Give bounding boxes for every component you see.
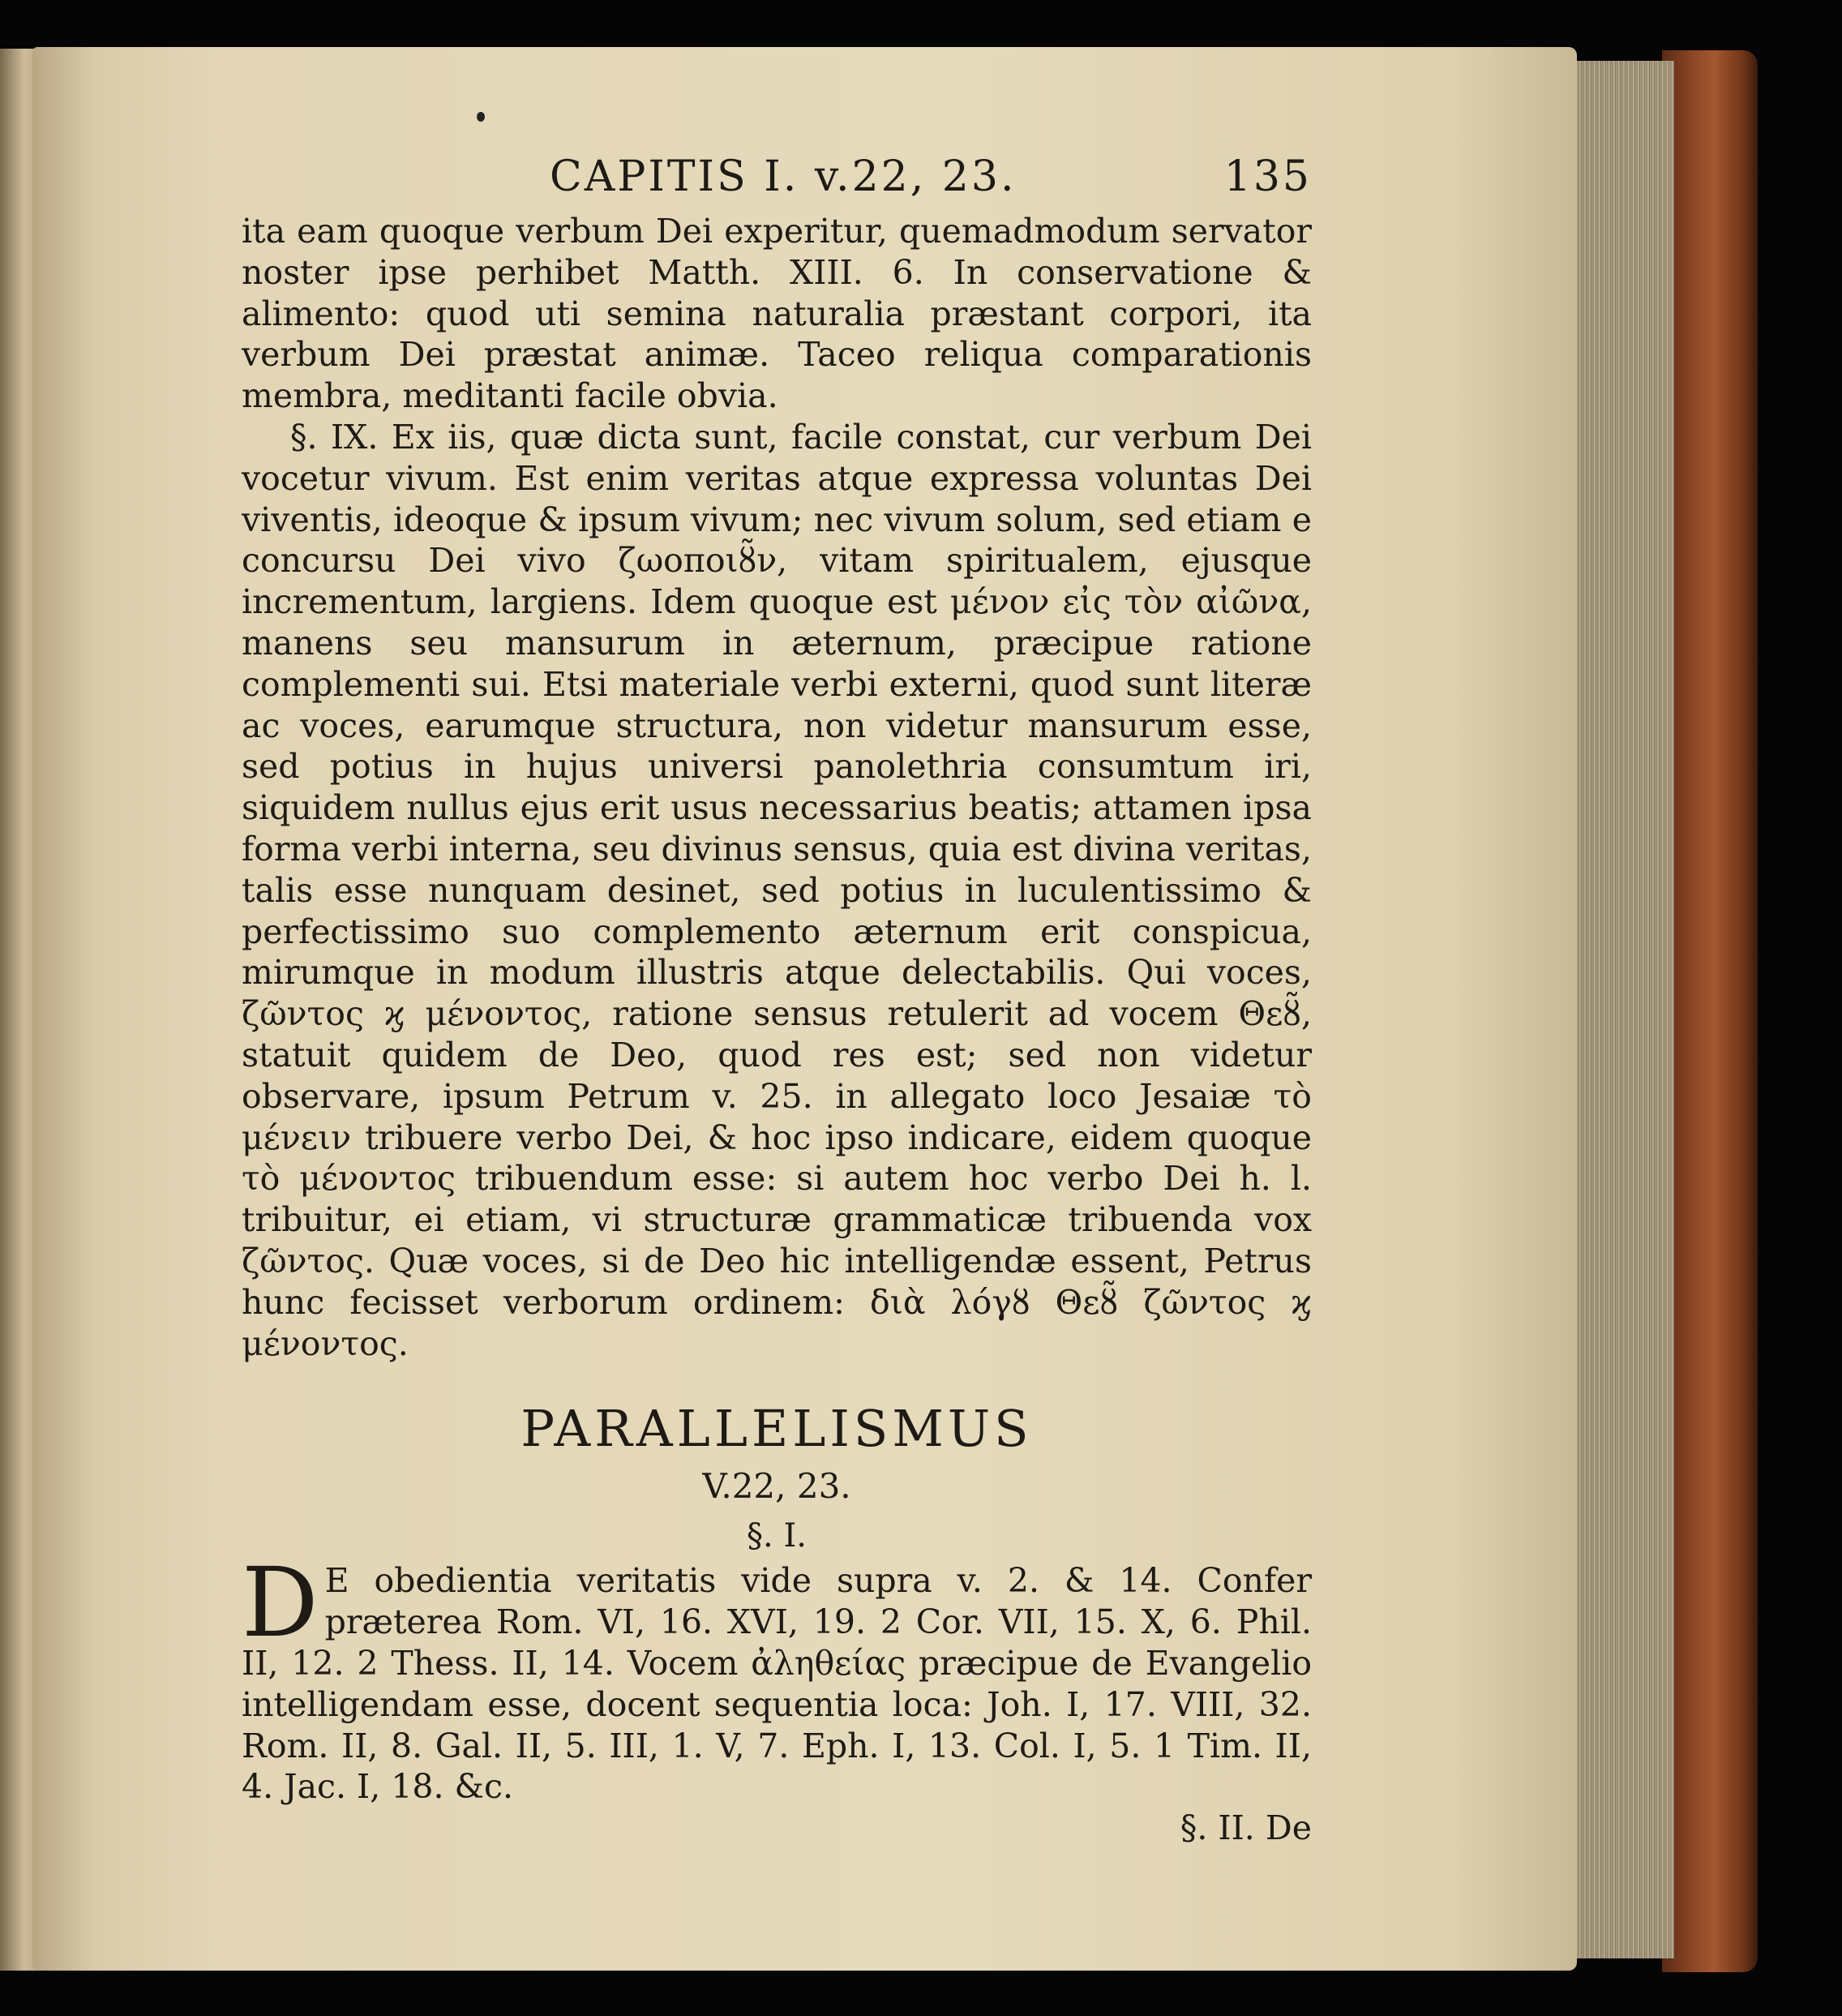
page-number: 135	[1223, 152, 1312, 201]
text-block	[242, 146, 1312, 1848]
parallelismus-paragraph	[242, 1546, 1312, 1808]
book-cover	[1662, 50, 1758, 1972]
parallelismus-subheading: V.22, 23.	[702, 1466, 851, 1507]
catchword: §. II. De	[1180, 1808, 1312, 1848]
parallelismus-heading: PARALLELISMUS	[520, 1399, 1033, 1459]
parallelismus-text: E obedientia veritatis vide supra v. 2. & 14. Confer præterea Rom. VI, 16. XVI, 19. 2 Cor. VII, 15. X, 6. Phil. II, 12. 2 Thess. II, 14. Vocem ἀληθείας præcipue de Evangelio intelligendam esse, docent sequentia loca: Joh. I, 17. VIII, 32. Rom. II, 8. Gal. II, 5. III, 1. V, 7. Eph. I, 13. Col. I, 5. 1 Tim. II, 4. Jac. I, 18. &c.	[242, 1561, 1312, 1807]
drop-cap: D	[242, 1546, 319, 1659]
paragraph-section-ix: §. IX. Ex iis, quæ dicta sunt, facile constat, cur verbum Dei vocetur vivum. Est enim veritas atque expressa voluntas Dei viventis, ideoque & ipsum vivum; nec vivum solum, sed etiam e concursu Dei vivo ζωοποιȣ̃ν, vitam spiritualem, ejusque incrementum, largiens. Idem quoque est μένον εἰς τὸν αἰῶνα, manens seu mansurum in æternum, præcipue ratione complementi sui. Etsi materiale verbi externi, quod sunt literæ ac voces, earumque structura, non videtur mansurum esse, sed potius in hujus universi panolethria consumtum iri, siquidem nullus ejus erit usus necessarius beatis; attamen ipsa forma verbi interna, seu divinus sensus, quia est divina veritas, talis esse nunquam desinet, sed potius in luculentissimo & perfectissimo suo complemento æternum erit conspicua, mirumque in modum illustris atque delectabilis. Qui voces, ζῶντος ϗ μένοντος, ratione sensus retulerit ad vocem Θεȣ̃, statuit quidem de Deo, quod res est; sed non videtur observare, ipsum Petrum v. 25. in allegato loco Jesaiæ τὸ μένειν tribuere verbo Dei, & hoc ipso indicare, eidem quoque τὸ μένοντος tribuendum esse: si autem hoc verbo Dei h. l. tribuitur, ei etiam, vi structuræ grammaticæ tribuenda vox ζῶντος. Quæ voces, si de Deo hic intelligendæ essent, Petrus hunc fecisset verborum ordinem: διὰ λόγȣ Θεȣ̃ ζῶντος ϗ μένοντος.	[242, 417, 1312, 1363]
paragraph-continuation: ita eam quoque verbum Dei experitur, quemadmodum servator noster ipse perhibet Matth. XIII. 6. In conservatione & alimento: quod uti semina naturalia præstant corpori, ita verbum Dei præstat animæ. Taceo reliqua comparationis membra, meditanti facile obvia.	[242, 212, 1312, 416]
page-fore-edge	[1577, 61, 1674, 1958]
ink-dot	[477, 112, 485, 122]
section-ix-body	[242, 211, 1312, 1364]
running-head	[242, 146, 1312, 211]
running-head-title: CAPITIS I. v.22, 23.	[550, 152, 1017, 201]
section-label: §. I.	[747, 1517, 807, 1555]
